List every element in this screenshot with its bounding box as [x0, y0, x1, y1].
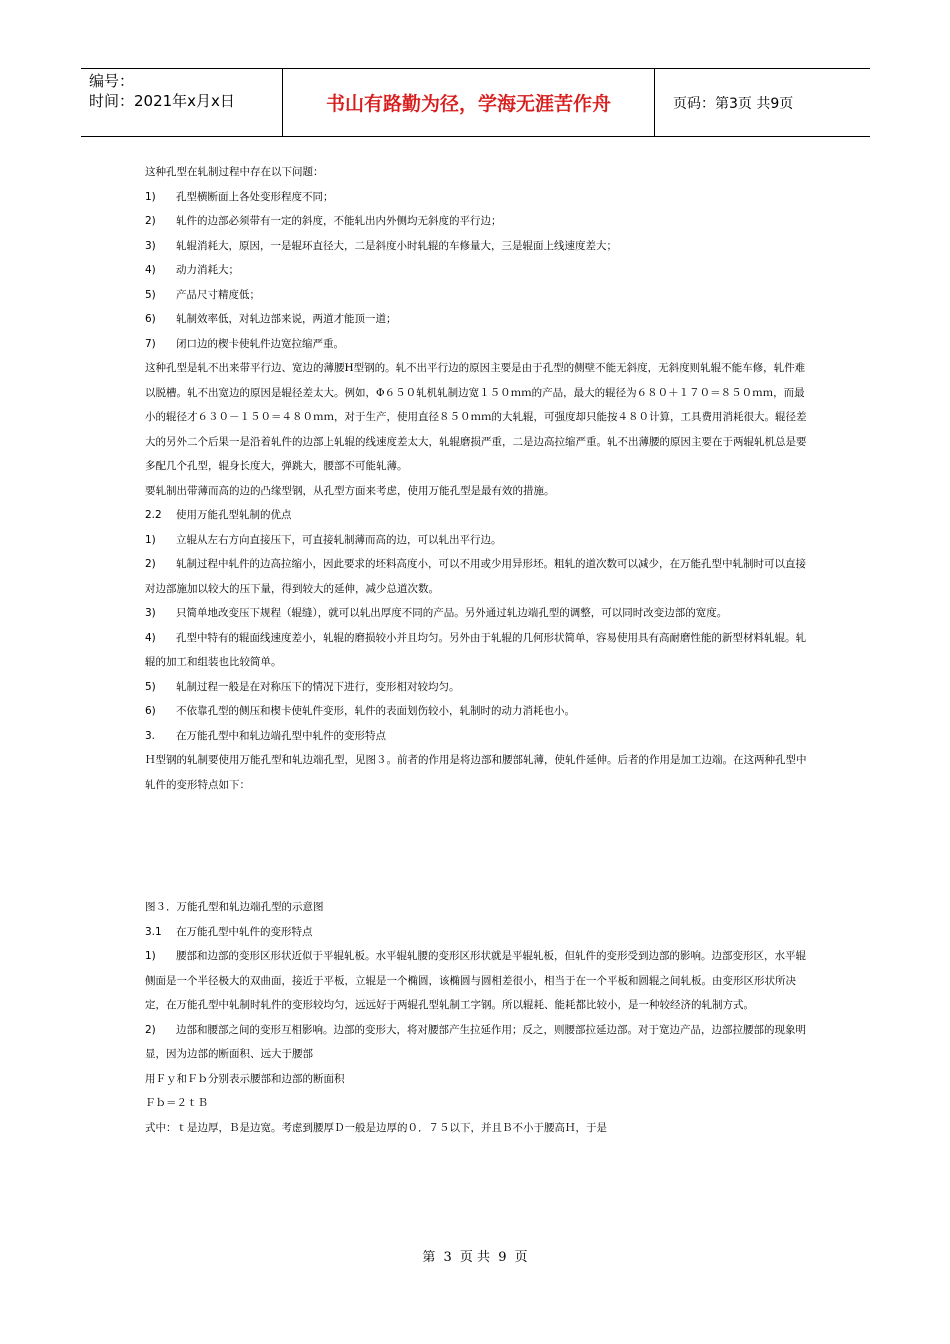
list-item: 1) 立辊从左右方向直接压下，可直接轧制薄而高的边，可以轧出平行边。: [145, 533, 502, 546]
header-page-label: [663, 69, 870, 136]
document-body: [145, 160, 810, 1140]
section-heading: 2.2 使用万能孔型轧制的优点: [145, 509, 292, 521]
paragraph: 式中：ｔ是边厚，Ｂ是边宽。考虑到腰厚Ｄ一般是边厚的０．７５以下，并且Ｂ不小于腰高Ｈ，于是: [145, 1121, 607, 1134]
time-label: 时间：2021年x月x日: [89, 92, 235, 110]
list-item: 1) 腰部和边部的变形区形状近似于平辊轧板。水平辊轧腰的变形区形状就是平辊轧板，但轧件的变形受到边部的影响。边部变形区，水平辊侧面是一个半径极大的双曲面，接近于平板，立辊是一个椭圆，该椭圆与圆相差很小，相当于在一个平板和圆辊之间轧板。由变形区形状所决定，在万能孔型中轧制时轧件的变形较均匀，远远好于两辊孔型轧制工字钢。所以辊耗、能耗都比较小，是一种较经济的轧制方式。: [145, 950, 806, 1011]
list-item: 6) 轧制效率低，对轧边部来说，两道才能顶一道；: [145, 313, 397, 325]
code-label: 编号：: [89, 72, 135, 90]
paragraph: Ｈ型钢的轧制要使用万能孔型和轧边端孔型，见图３。前者的作用是将边部和腰部轧薄，使轧件延伸。后者的作用是加工边端。在这两种孔型中轧件的变形特点如下：: [145, 754, 807, 791]
header-motto: 书山有路勤为径，学海无涯苦作舟: [282, 69, 655, 136]
header-meta: [81, 69, 281, 136]
list-item: 3) 轧辊消耗大，原因，一是辊环直径大，二是斜度小时轧辊的车修量大，三是辊面上线速度差大；: [145, 239, 617, 252]
paragraph: 用Ｆｙ和Ｆｂ分别表示腰部和边部的断面积: [145, 1072, 345, 1085]
paragraph: 这种孔型是轧不出来带平行边、宽边的薄腰H型钢的。轧不出平行边的原因主要是由于孔型的侧壁不能无斜度，无斜度则轧辊不能车修，轧件难以脱槽。轧不出宽边的原因是辊径差太大。例如，Φ６５０轧机轧制边宽１５０ｍｍ的产品，最大的辊径为６８０＋１７０＝８５０ｍｍ，而最小的辊径才６３０－１５０＝４８０ｍｍ，对于生产，使用直径８５０ｍｍ的大轧辊，可强度却只能按４８０计算，工具费用消耗很大。辊径差大的另外二个后果一是沿着轧件的边部上轧辊的线速度差太大，轧辊磨损严重，二是边高拉缩严重。轧不出薄腰的原因主要在于两辊轧机总是要多配几个孔型，辊身长度大，弹跳大，腰部不可能轧薄。: [145, 362, 807, 472]
list-item: 4) 动力消耗大；: [145, 264, 239, 276]
list-item: 1) 孔型横断面上各处变形程度不同；: [145, 190, 334, 203]
list-item: 2) 轧制过程中轧件的边高拉缩小，因此要求的坯料高度小，可以不用或少用异形坯。粗轧的道次数可以减少，在万能孔型中轧制时可以直接对边部施加以较大的压下量，得到较大的延伸，减少总道次数。: [145, 558, 806, 595]
page-footer: [0, 1246, 950, 1265]
figure-placeholder: [145, 797, 810, 895]
paragraph: 这种孔型在轧制过程中存在以下问题：: [145, 166, 324, 178]
paragraph: 要轧制出带薄而高的边的凸缘型钢，从孔型方面来考虑，使用万能孔型是最有效的措施。: [145, 484, 555, 497]
footer-suffix: 页: [514, 1250, 528, 1265]
list-item: 4) 孔型中特有的辊面线速度差小，轧辊的磨损较小并且均匀。另外由于轧辊的几何形状简单，容易使用具有高耐磨性能的新型材料轧辊。轧辊的加工和组装也比较简单。: [145, 631, 806, 668]
list-item: 5) 轧制过程一般是在对称压下的情况下进行，变形相对较均匀。: [145, 680, 460, 693]
list-item: 2) 边部和腰部之间的变形互相影响。边部的变形大，将对腰部产生拉延作用；反之，则腰部拉延边部。对于宽边产品，边部拉腰部的现象明显，因为边部的断面积、远大于腰部: [145, 1023, 806, 1060]
advantage-list: [145, 528, 810, 724]
list-item: 5) 产品尺寸精度低；: [145, 288, 260, 301]
footer-prefix: 第: [422, 1250, 436, 1265]
footer-middle: 页 共: [459, 1250, 491, 1265]
list-item: 6) 不依靠孔型的侧压和楔卡使轧件变形，轧件的表面划伤较小，轧制时的动力消耗也小。: [145, 705, 575, 717]
list-item: 7) 闭口边的楔卡使轧件边宽拉缩严重。: [145, 337, 344, 350]
footer-total-pages: 9: [498, 1250, 507, 1265]
footer-page-number: 3: [443, 1250, 452, 1265]
page-label-text: 页码：第3页 共9页: [673, 95, 794, 112]
formula: Ｆｂ＝２ｔＢ: [145, 1097, 208, 1109]
problem-list: [145, 185, 810, 357]
section-heading: 3. 在万能孔型中和轧边端孔型中轧件的变形特点: [145, 729, 386, 742]
section-heading: 3.1 在万能孔型中轧件的变形特点: [145, 925, 313, 938]
deformation-list: [145, 944, 810, 1067]
list-item: 2) 轧件的边部必须带有一定的斜度，不能轧出内外侧均无斜度的平行边；: [145, 215, 502, 227]
figure-caption: 图３．万能孔型和轧边端孔型的示意图: [145, 901, 324, 913]
page-header: [81, 68, 870, 137]
list-item: 3) 只简单地改变压下规程（辊缝），就可以轧出厚度不同的产品。另外通过轧边端孔型的调整，可以同时改变边部的宽度。: [145, 607, 728, 619]
